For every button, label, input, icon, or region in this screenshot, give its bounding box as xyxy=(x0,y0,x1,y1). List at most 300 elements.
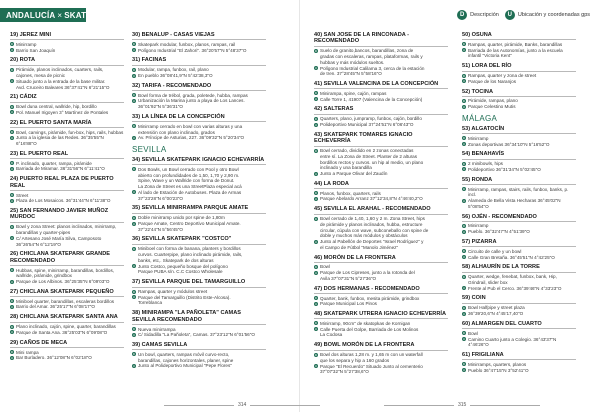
city-heading: SEVILLA xyxy=(132,145,167,155)
legend-description-label: Descripción xyxy=(470,12,499,18)
entry-text: Minirramp xyxy=(468,135,489,141)
entry-text: 37°07'32"N 5°27'38,6"O xyxy=(320,369,369,375)
footer-rule xyxy=(384,405,454,406)
description-icon: D xyxy=(10,104,14,109)
entry-text: Pueblo 36°47'15"N 3°52'41"O xyxy=(468,367,529,373)
topic-label: SKATE xyxy=(64,11,92,20)
entry-text: Pirámide, planos inclinados, cuarters, rails, xyxy=(16,67,104,73)
skatepark-title: 28) CHICLANA SKATEPARK SANTA ANA xyxy=(10,314,124,322)
skatepark-entry xyxy=(10,120,124,147)
entry-text: Frente al Pub el Cerco. 36°39'46"N 4°33'23"O xyxy=(468,285,562,291)
entry-text: La Zona de Street es una StreetPlaza especial acá xyxy=(138,184,242,190)
description-icon: D xyxy=(314,148,318,153)
entry-text: Pueblo. 36°32'47"N 4°51'39"O xyxy=(468,229,530,235)
description-icon: D xyxy=(132,289,136,294)
footer-right xyxy=(380,402,544,408)
description-icon: D xyxy=(462,98,466,103)
location-icon: U xyxy=(132,264,136,269)
entry-text: Parque Amate, Centro Deportivo Municipal Amate. xyxy=(138,221,241,227)
entry-text: Parque Celestino Mutis xyxy=(468,104,516,110)
skatepark-title: 30) BENALUP - CASAS VIEJAS xyxy=(132,32,266,40)
skatepark-entry xyxy=(462,63,576,84)
entry-text: Al lado de Estación de Autobuses. Plaza de Armas xyxy=(138,189,242,195)
entry-text: Parque de Los Albinos. 36°25'35"N 6°09'03"O xyxy=(16,279,110,285)
skatepark-entry xyxy=(462,295,576,316)
location-icon: U xyxy=(132,363,136,368)
entry-line xyxy=(10,85,124,91)
skatepark-title: 39) CAMAS SEVILLA xyxy=(132,342,266,350)
skatepark-title: 55) RONDA xyxy=(462,177,576,185)
description-icon: D xyxy=(457,10,467,20)
entry-text: Calle Torre 1, 41907 (Valencina de la Concepción) xyxy=(320,96,423,102)
entry-line xyxy=(462,167,576,173)
skatepark-title: 34) SEVILLA SKATEPARK IGNACIO ECHEVARRÍA xyxy=(132,157,266,165)
entry-line xyxy=(314,122,448,128)
description-icon: D xyxy=(314,191,318,196)
description-icon: D xyxy=(314,352,318,357)
entry-text: Quarter, bank, funbox, mesita pirámide, grindbox xyxy=(320,295,420,301)
entry-line xyxy=(462,286,576,292)
skatepark-entry xyxy=(10,208,124,247)
entry-line xyxy=(462,198,576,209)
skatepark-entry xyxy=(132,279,266,306)
entry-line xyxy=(10,330,124,336)
entry-line xyxy=(314,332,448,338)
description-icon: D xyxy=(132,352,136,357)
entry-text: Bowl duna central, wallride, hip, bordillo xyxy=(16,104,97,110)
entry-text: Rampas, quarter, pirámide, Banks, barandillas xyxy=(468,41,563,47)
skatepark-entry xyxy=(10,32,124,53)
entry-text: Bowl Halfpipe y street plaza xyxy=(468,305,525,311)
description-icon: D xyxy=(462,362,466,367)
entry-text: Bowl dos alturas 1,28 m. y 1,65 m con un waterfall xyxy=(320,352,423,358)
entry-line xyxy=(314,276,448,282)
skatepark-title: 60) ALMARGEN DEL CUARTO xyxy=(462,321,576,329)
skatepark-entry xyxy=(132,114,266,141)
skatepark-entry xyxy=(132,205,266,232)
entry-text: Spine, Wave y un Wallride con forma de Donut. xyxy=(138,178,235,184)
location-icon: U xyxy=(505,10,515,20)
location-icon: U xyxy=(314,66,318,71)
entry-text: Hubbas, spine, minirramp, barandillas, bordillos, xyxy=(16,267,115,273)
entry-text: Grindrail, slider box xyxy=(468,279,508,285)
entry-text: Minirramp xyxy=(468,223,489,229)
description-icon: D xyxy=(132,93,136,98)
entry-line xyxy=(10,48,124,54)
separator-glyph: × xyxy=(57,11,63,20)
entry-text: Modular, rampa, funbox, rail, plano xyxy=(138,67,209,73)
column-3 xyxy=(314,32,448,390)
description-icon: D xyxy=(10,130,14,135)
description-icon: D xyxy=(132,42,136,47)
description-icon: D xyxy=(132,124,136,129)
location-icon: U xyxy=(10,79,14,84)
skatepark-entry xyxy=(10,176,124,204)
location-icon: U xyxy=(314,239,318,244)
entry-text: Bowl, carvings, pirámide, fun-box, hips, rails, hubbas xyxy=(16,129,124,135)
entry-line xyxy=(132,73,266,79)
skatepark-entry xyxy=(462,151,576,172)
skatepark-entry xyxy=(462,177,576,210)
description-icon: D xyxy=(462,249,466,254)
description-icon: D xyxy=(314,116,318,121)
location-icon: U xyxy=(132,221,136,226)
entry-text: Junto al Pabellón de Deportes "Israel Rodríguez" y xyxy=(320,239,424,245)
skatepark-title: 31) FACINAS xyxy=(132,57,266,65)
entry-text: wallride, pirámide, grindbox xyxy=(16,273,72,279)
header xyxy=(0,0,600,26)
entry-text: Bowl xyxy=(468,330,478,336)
skatepark-entry xyxy=(314,106,448,127)
entry-line xyxy=(10,166,124,172)
entry-text: Planos, funbox, quarters, rails xyxy=(320,190,381,196)
skatepark-title: 27) CHICLANA SKATEPARK PEQUEÑO xyxy=(10,289,124,297)
entry-text: barandillas y quarter-pipes xyxy=(16,230,71,236)
entry-text: Avila 37°07'31"N 5°27'36"O xyxy=(320,275,377,281)
skatepark-title: 45) SEVILLA EL ARAHAL - RECOMENDADO xyxy=(314,206,448,214)
entry-line xyxy=(462,79,576,85)
skatepark-entry xyxy=(314,311,448,338)
entry-text: Un bowl, quarters, rampas móvil curvo-recto, xyxy=(138,351,230,357)
entry-text: 2 minibowls, hips xyxy=(468,161,503,167)
column-1 xyxy=(10,32,124,390)
entry-text: Minirramp cerrado en bowl con varias alturas y una xyxy=(138,123,243,129)
entry-text: Barrio del Amar. 36°25'17"N 6°08'17"O xyxy=(16,304,95,310)
skatepark-title: 36) SEVILLA SKATEPARK "COSTCO" xyxy=(132,236,266,244)
entry-text: Avd. Cruceiro Baleares 36°37'41"N 6°21'15"O xyxy=(16,84,110,90)
skatepark-entry xyxy=(462,89,576,110)
entry-text: barandillas, cajones horizontales, planer, spine xyxy=(138,357,234,363)
skatepark-title: 24) PUERTO REAL PLAZA DE PUERTO REAL xyxy=(10,176,124,191)
description-icon: D xyxy=(462,331,466,336)
skatepark-title: 40) SAN JOSÉ DE LA RINCONADA - RECOMENDADO xyxy=(314,32,448,47)
entry-text: curvos. Cuarterpipe, plano inclinado pirámide, rails, xyxy=(138,252,243,258)
location-icon: U xyxy=(314,171,318,176)
skatepark-entry xyxy=(462,239,576,260)
skatepark-title: 50) OSUNA xyxy=(462,32,576,40)
skatepark-entry xyxy=(132,236,266,275)
location-icon: U xyxy=(314,364,318,369)
location-icon: U xyxy=(10,330,14,335)
description-icon: D xyxy=(10,299,14,304)
entry-text: Dos Bowls, un Bowl cerrado con Pool y otro Bowl xyxy=(138,166,239,172)
skatepark-entry xyxy=(10,94,124,115)
footer-rule xyxy=(470,405,540,406)
skatepark-title: 29) CAÑOS DE MECA xyxy=(10,340,124,348)
legend-location-label: Ubicación y coordenadas gps xyxy=(517,12,590,18)
page-number-right: 315 xyxy=(458,402,467,408)
entry-line xyxy=(132,227,266,233)
skatepark-title: 32) TARIFA - RECOMENDADO xyxy=(132,83,266,91)
entry-text: que los separa y hip a 160 grados xyxy=(320,357,390,363)
skatepark-entry xyxy=(132,157,266,201)
entry-line xyxy=(462,187,576,198)
skatepark-entry xyxy=(462,32,576,59)
entry-text: el Campo de Fútbol "Manolo Jiménez" xyxy=(320,244,399,250)
entry-text: Bowl y zona Street: planos inclinados, minirramp, xyxy=(16,224,117,230)
entry-text: Quarters, plano, jumpramp, funbox, cajón, bordillo xyxy=(320,116,422,122)
skatepark-title: 26) CHICLANA SKATEPARK GRANDE RECOMENDADO xyxy=(10,251,124,266)
location-icon: U xyxy=(462,142,466,147)
entry-text: C/ Sidadilla "La Pañoleta", Camas. 37°23'12"N 6°01'56"O xyxy=(138,332,255,338)
location-icon: U xyxy=(132,332,136,337)
entry-line xyxy=(462,337,576,348)
legend-location xyxy=(505,10,590,20)
description-icon: D xyxy=(132,167,136,172)
region-label: ANDALUCÍA xyxy=(6,11,56,20)
entry-line xyxy=(314,71,448,77)
entry-line xyxy=(314,301,448,307)
entry-line xyxy=(314,245,448,251)
skatepark-entry xyxy=(314,255,448,282)
entry-text: Skatepark modular, funbox, planos, rampas, rail xyxy=(138,41,236,47)
entry-text: Junto al Polideportivo Municipal "Pepe Flores" xyxy=(138,363,232,369)
skatepark-title: 56) OJÉN - RECOMENDADO xyxy=(462,214,576,222)
entry-text: Junto Costco, pequeño bosque del polígono xyxy=(138,263,228,269)
skatepark-entry xyxy=(314,81,448,102)
entry-line xyxy=(462,142,576,148)
entry-text: Parque de los Naranjos xyxy=(468,78,517,84)
skatepark-title: 53) ALGATOCÍN xyxy=(462,126,576,134)
description-icon: D xyxy=(10,268,14,273)
section-tab xyxy=(0,8,92,22)
entry-text: P. inclinado, quarter, rampa, pirámide xyxy=(16,160,92,166)
entry-line xyxy=(10,304,124,310)
description-icon: D xyxy=(314,296,318,301)
page-gutter xyxy=(299,0,300,412)
entry-text: 36°01'92"N 5°36'31"O xyxy=(138,104,183,110)
description-icon: D xyxy=(132,215,136,220)
footer-rule xyxy=(164,405,234,406)
entry-text: Plaza de Los Mosaicos. 36°31'44"N 6°11'38"O xyxy=(16,198,111,204)
location-icon: U xyxy=(132,48,136,53)
entry-line xyxy=(132,300,266,306)
location-icon: U xyxy=(10,355,14,360)
skatepark-entry xyxy=(314,286,448,307)
location-icon: U xyxy=(462,337,466,341)
entry-line xyxy=(462,229,576,235)
description-icon: D xyxy=(10,224,14,229)
skatepark-entry xyxy=(10,340,124,361)
skatepark-title: 25) SAN FERNANDO JAVIER MUÑOZ MURDOC xyxy=(10,208,124,223)
location-icon: U xyxy=(132,73,136,78)
location-icon: U xyxy=(10,110,14,115)
entry-text: hubbas y más módulos sueltos. xyxy=(320,59,385,65)
entry-text: cajones, mesa de picnic xyxy=(16,73,66,79)
entry-line xyxy=(314,196,448,202)
column-2 xyxy=(132,32,266,390)
entry-line xyxy=(10,279,124,285)
location-icon: U xyxy=(10,166,14,171)
location-icon: U xyxy=(132,135,136,140)
entry-text: Parque del Tamarguillo (Distrito Este-Alcosa). xyxy=(138,294,231,300)
entry-text: Doble minirramp unido por spine de 1,80m xyxy=(138,215,225,221)
entry-text: Parque PUBA s/n. C.C Costco Wholesale xyxy=(138,269,223,275)
description-icon: D xyxy=(10,193,14,197)
entry-text: Junto a la iglesia de las Redes. 36°35'55"N 6°16'88"O xyxy=(16,135,104,147)
entry-text: Alameda de Bella Vista Hecharas 36°45'02"N 5°08'54"O xyxy=(468,198,561,209)
skatepark-entry xyxy=(462,214,576,235)
location-icon: U xyxy=(132,98,136,103)
entry-line xyxy=(132,48,266,54)
entry-text: Pol. Manuel Irigoyen 3° Martínez de Pontales xyxy=(16,109,109,115)
skatepark-title: 51) LORA DEL RÍO xyxy=(462,63,576,71)
skatepark-entry xyxy=(462,264,576,291)
entry-text: C/ Artesano José María Silva, Camposoto xyxy=(16,235,102,241)
entry-text: Situado junto a la entrada de la base militar. xyxy=(16,78,106,84)
location-icon: U xyxy=(10,135,14,140)
entry-line xyxy=(10,355,124,361)
entry-text: Torreblanca xyxy=(138,300,163,306)
skatepark-title: 41) SEVILLA VALENCINA DE LA CONCEPCIÓN xyxy=(314,81,448,89)
entry-text: Av. Príncipe de Asturias, 227. 36°09'32"N 5°20'34"O xyxy=(138,135,245,141)
skatepark-title: 43) SKATEPARK TOMARES IGNACIO ECHEVERRÍA xyxy=(314,132,448,147)
skatepark-title: 57) PIZARRA xyxy=(462,239,576,247)
entry-text: de pirámide y planos inclinados, hubba, estructure xyxy=(320,221,423,227)
entry-text: Barriada de las Autonomías, junto a la escuela xyxy=(468,47,563,53)
skatepark-title: 46) MORÓN DE LA FRONTERA xyxy=(314,255,448,263)
entry-text: Minirramp xyxy=(16,41,37,47)
location-icon: U xyxy=(314,301,318,306)
entry-text: bordillos rectos y curvos. un hip al medio, un plano xyxy=(320,159,424,165)
entry-text: 37°23'28"N 6°00'23"O xyxy=(138,195,183,201)
entry-text: Junto a Parque Olivar del Zaudín xyxy=(320,171,388,177)
entry-text: circular, cúpula con wave, subconeballo con spine de xyxy=(320,227,429,233)
entry-text: Parque "El Recuerdo" Situado Junto al cementerio xyxy=(320,363,423,369)
entry-text: En pueblo 36°08'41,9"N 5°42'38,3"O xyxy=(138,73,213,79)
skatepark-entry xyxy=(10,314,124,335)
description-icon: D xyxy=(314,48,318,53)
entry-line xyxy=(132,135,266,141)
entry-line xyxy=(10,198,124,204)
skatepark-entry xyxy=(462,321,576,348)
location-icon: U xyxy=(10,198,14,203)
entry-text: entre sí. La Zona de Street. Planter de 2 alturas xyxy=(320,153,418,159)
entry-text: La Codosa xyxy=(320,332,343,338)
description-icon: D xyxy=(132,327,136,332)
entry-text: Minirampa, spine, cajón, rampas xyxy=(320,90,387,96)
skatepark-title: 59) COIN xyxy=(462,295,576,303)
skatepark-title: 33) LA LÍNEA DE LA CONCEPCIÓN xyxy=(132,114,266,122)
description-icon: D xyxy=(132,246,136,251)
entry-text: banks, etc,. Skatepark de dos alturas xyxy=(138,257,214,263)
skatepark-title: 37) SEVILLA PARQUE DEL TAMARGUILLO xyxy=(132,279,266,287)
entry-text: Suelo de granito,bancos, barandillas, zona de xyxy=(320,48,414,54)
entry-text: 36°26'54"N 6°12'19"O xyxy=(16,241,61,247)
description-icon: D xyxy=(10,67,14,72)
entry-text: Minirramps, quarters, planos xyxy=(468,361,527,367)
skatepark-entry xyxy=(314,32,448,77)
skatepark-entry xyxy=(314,132,448,177)
location-icon: U xyxy=(462,104,466,109)
entry-text: Bowl forma de trébol, grada, poletede, hubba, rampas xyxy=(138,92,248,98)
entry-line xyxy=(462,368,576,374)
entry-text: Rampas, quarter y zona de street xyxy=(468,73,537,79)
location-icon: U xyxy=(10,236,14,241)
skatepark-entry xyxy=(314,342,448,375)
description-icon: D xyxy=(10,161,14,166)
entry-text: Bowl cerrado de 1,40, 1,60 y 2 m. Zona Street, hips xyxy=(320,216,425,222)
skatepark-entry xyxy=(10,289,124,310)
entry-text: gradas con escaleras, rampas, plataformas, rails y xyxy=(320,54,423,60)
skatepark-title: 44) LA RODA xyxy=(314,181,448,189)
skatepark-entry xyxy=(314,206,448,250)
entry-text: abierto con profundidades de 1,50, 1,70 y 2,90 m. xyxy=(138,172,240,178)
entry-text: Parque Abelardo Arranz 37°12'34,8"N 4°46'40,2"O xyxy=(320,196,423,202)
description-icon: D xyxy=(10,324,14,329)
location-icon: U xyxy=(10,304,14,309)
entry-text: Nueva minirrampa xyxy=(138,326,176,332)
entry-line xyxy=(132,269,266,275)
description-icon: D xyxy=(314,321,318,326)
skatepark-entry xyxy=(10,151,124,172)
skatepark-entry xyxy=(132,83,266,110)
description-icon: D xyxy=(462,136,466,141)
description-icon: D xyxy=(462,187,466,192)
description-icon: D xyxy=(462,274,466,279)
skatepark-entry xyxy=(132,32,266,53)
entry-line xyxy=(132,332,266,338)
footer-left xyxy=(160,402,324,408)
location-icon: U xyxy=(314,196,318,201)
location-icon: U xyxy=(462,368,466,373)
skatepark-title: 22) EL PUERTO SANTA MARÍA xyxy=(10,120,124,128)
entry-line xyxy=(132,104,266,110)
description-icon: D xyxy=(462,42,466,47)
location-icon: U xyxy=(462,198,466,203)
entry-line xyxy=(314,369,448,375)
description-icon: D xyxy=(132,67,136,72)
footer-rule xyxy=(250,405,320,406)
location-icon: U xyxy=(462,286,466,291)
entry-text: Parque de Los Cipreses, junto a la rotonda del xyxy=(320,270,415,276)
entry-line xyxy=(132,363,266,369)
entry-text: Barriada de Miramar. 36°31'56"N 6°11'41"O xyxy=(16,166,105,172)
skatepark-title: 49) BOWL MORÓN DE LA FRONTERA xyxy=(314,342,448,350)
skatepark-title: 47) DOS HERMANAS - RECOMENDADO xyxy=(314,286,448,294)
legend-description xyxy=(457,10,499,20)
skatepark-entry xyxy=(132,310,266,338)
location-icon: U xyxy=(462,255,466,260)
entry-line xyxy=(132,196,266,202)
location-icon: U xyxy=(314,327,318,332)
entry-text: Parque de Santa Ana. 36°25'03"N 6°09'08"O xyxy=(16,329,108,335)
entry-text: Bowl cerrado, dividido en 2 zonas conectadas xyxy=(320,148,414,154)
skatepark-title: 35) SEVILLA MINIRRAMPA PARQUE AMATE xyxy=(132,205,266,213)
entry-text: inclinado y una barandilla xyxy=(320,165,372,171)
entry-line xyxy=(462,104,576,110)
description-icon: D xyxy=(314,216,318,221)
skatepark-title: 38) MINIRAMPA "LA PAÑOLETA" CAMAS SEVILLA RECOMENDADO xyxy=(132,310,266,325)
entry-text: Miniboel quarter, barandillas, escaleras bordillos xyxy=(16,298,115,304)
description-icon: D xyxy=(462,73,466,78)
entry-text: Street xyxy=(16,192,29,198)
entry-text: Mini rampa xyxy=(16,349,39,355)
location-icon: U xyxy=(132,295,136,300)
entry-text: Polígono Industrial Calilama 3, cerca de la estación xyxy=(320,65,425,71)
location-icon: U xyxy=(314,97,318,102)
entry-line xyxy=(314,97,448,103)
entry-text: de tren. 37°28'45"N 5°58'16"O xyxy=(320,71,382,77)
entry-text: Rampas, quarter y módulos street xyxy=(138,289,208,294)
city-heading: MÁLAGA xyxy=(462,113,498,123)
entry-text: 37°22'44"N 5°56'45"O xyxy=(138,226,183,232)
page-number-left: 314 xyxy=(238,402,247,408)
skatepark-title: 58) ALHAURÍN DE LA TORRE xyxy=(462,264,576,272)
entry-text: Circuito de calle y un bowl xyxy=(468,248,522,254)
skatepark-title: 54) BENAHAVÍS xyxy=(462,151,576,159)
entry-text: doble y muchos más módulos y obstáculos xyxy=(320,233,408,239)
